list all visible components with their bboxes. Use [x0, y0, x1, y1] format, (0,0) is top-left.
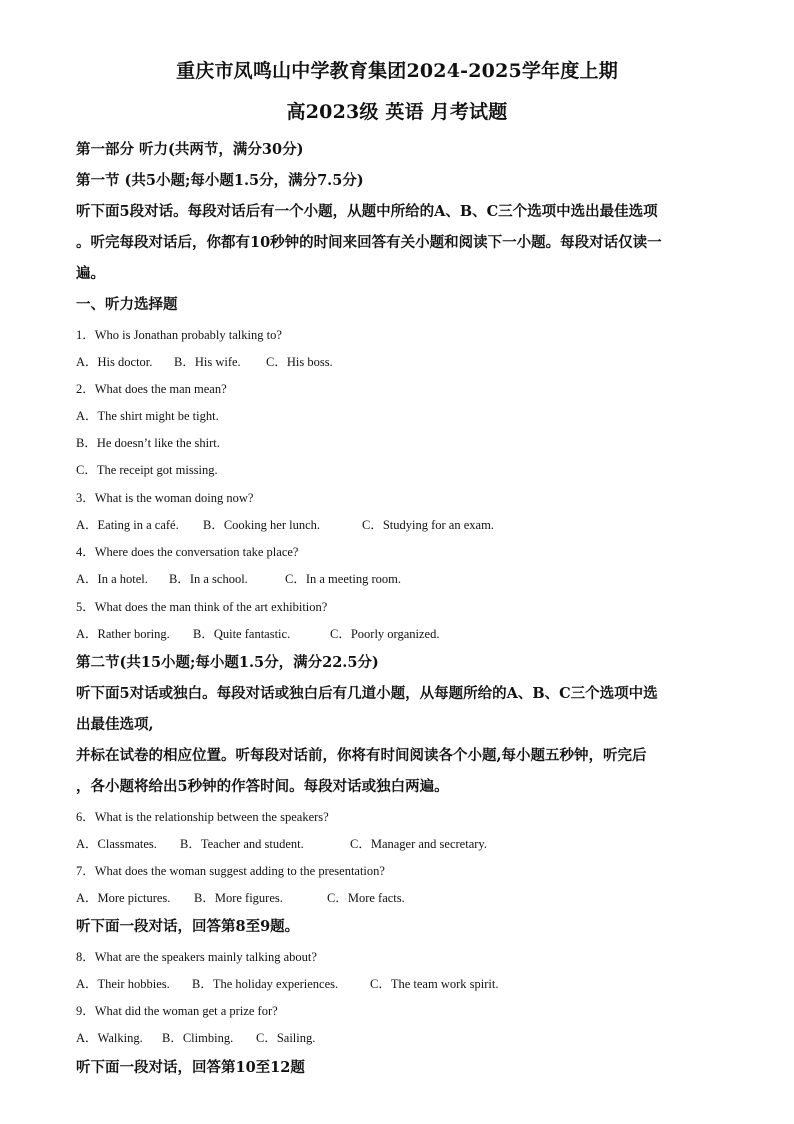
option-a: A．Eating in a café.	[76, 518, 179, 532]
question-stem: 9．What did the woman get a prize for?	[76, 1004, 278, 1018]
part1-heading: 第一部分 听力(共两节，满分30分)	[76, 141, 304, 158]
listening-choice-subheading: 一、听力选择题	[76, 296, 178, 313]
question-stem: 5．What does the man think of the art exhibition?	[76, 600, 328, 614]
section2-instruction-line: ，各小题将给出5秒钟的作答时间。每段对话或独白两遍。	[76, 778, 449, 795]
question-stem: 7．What does the woman suggest adding to the presentation?	[76, 864, 385, 878]
option-c: C．The receipt got missing.	[76, 463, 218, 477]
option-b: B．His wife.	[174, 355, 241, 369]
option-c: C．The team work spirit.	[370, 977, 499, 991]
option-b: B．The holiday experiences.	[192, 977, 339, 991]
option-b: B．Teacher and student.	[180, 837, 304, 851]
option-a: A．Their hobbies.	[76, 977, 170, 991]
exam-title-line1: 重庆市凤鸣山中学教育集团2024-2025学年度上期	[176, 60, 618, 82]
section1-instruction-line: 。听完每段对话后，你都有10秒钟的时间来回答有关小题和阅读下一小题。每段对话仅读一	[76, 234, 662, 251]
option-a: A．Classmates.	[76, 837, 157, 851]
question-stem: 1．Who is Jonathan probably talking to?	[76, 328, 282, 342]
question-stem: 3．What is the woman doing now?	[76, 491, 254, 505]
option-b: B．In a school.	[169, 572, 248, 586]
section2-instruction-line: 并标在试卷的相应位置。听每段对话前，你将有时间阅读各个小题,每小题五秒钟，听完后	[76, 747, 647, 764]
option-c: C．More facts.	[327, 891, 405, 905]
exam-title-line2: 高2023级 英语 月考试题	[286, 101, 508, 123]
group-heading-8-9: 听下面一段对话，回答第8至9题。	[76, 918, 300, 935]
question-stem: 4．Where does the conversation take place?	[76, 545, 299, 559]
section2-instruction-line: 出最佳选项,	[76, 716, 154, 733]
option-b: B．He doesn’t like the shirt.	[76, 436, 220, 450]
option-c: C．Sailing.	[256, 1031, 316, 1045]
option-c: C．His boss.	[266, 355, 333, 369]
option-a: A．Rather boring.	[76, 627, 170, 641]
option-a: A．The shirt might be tight.	[76, 409, 219, 423]
option-b: B．Quite fantastic.	[193, 627, 291, 641]
section1-instruction-line: 听下面5段对话。每段对话后有一个小题，从题中所给的A、B、C三个选项中选出最佳选项	[76, 203, 658, 220]
option-c: C．Manager and secretary.	[350, 837, 487, 851]
option-a: A．In a hotel.	[76, 572, 148, 586]
question-stem: 2．What does the man mean?	[76, 382, 227, 396]
section1-heading: 第一节 (共5小题;每小题1.5分，满分7.5分)	[76, 172, 364, 189]
option-a: A．More pictures.	[76, 891, 171, 905]
option-b: B．Climbing.	[162, 1031, 234, 1045]
option-c: C．Studying for an exam.	[362, 518, 494, 532]
option-b: B．Cooking her lunch.	[203, 518, 321, 532]
option-a: A．His doctor.	[76, 355, 153, 369]
group-heading-10-12: 听下面一段对话，回答第10至12题	[76, 1059, 305, 1076]
option-b: B．More figures.	[194, 891, 283, 905]
option-a: A．Walking.	[76, 1031, 143, 1045]
option-c: C．Poorly organized.	[330, 627, 440, 641]
section2-heading: 第二节(共15小题;每小题1.5分，满分22.5分)	[76, 654, 379, 671]
section2-instruction-line: 听下面5对话或独白。每段对话或独白后有几道小题，从每题所给的A、B、C三个选项中选	[76, 685, 658, 702]
option-c: C．In a meeting room.	[285, 572, 401, 586]
question-stem: 6．What is the relationship between the speakers?	[76, 810, 329, 824]
question-stem: 8．What are the speakers mainly talking about?	[76, 950, 317, 964]
section1-instruction-line: 遍。	[76, 265, 105, 282]
